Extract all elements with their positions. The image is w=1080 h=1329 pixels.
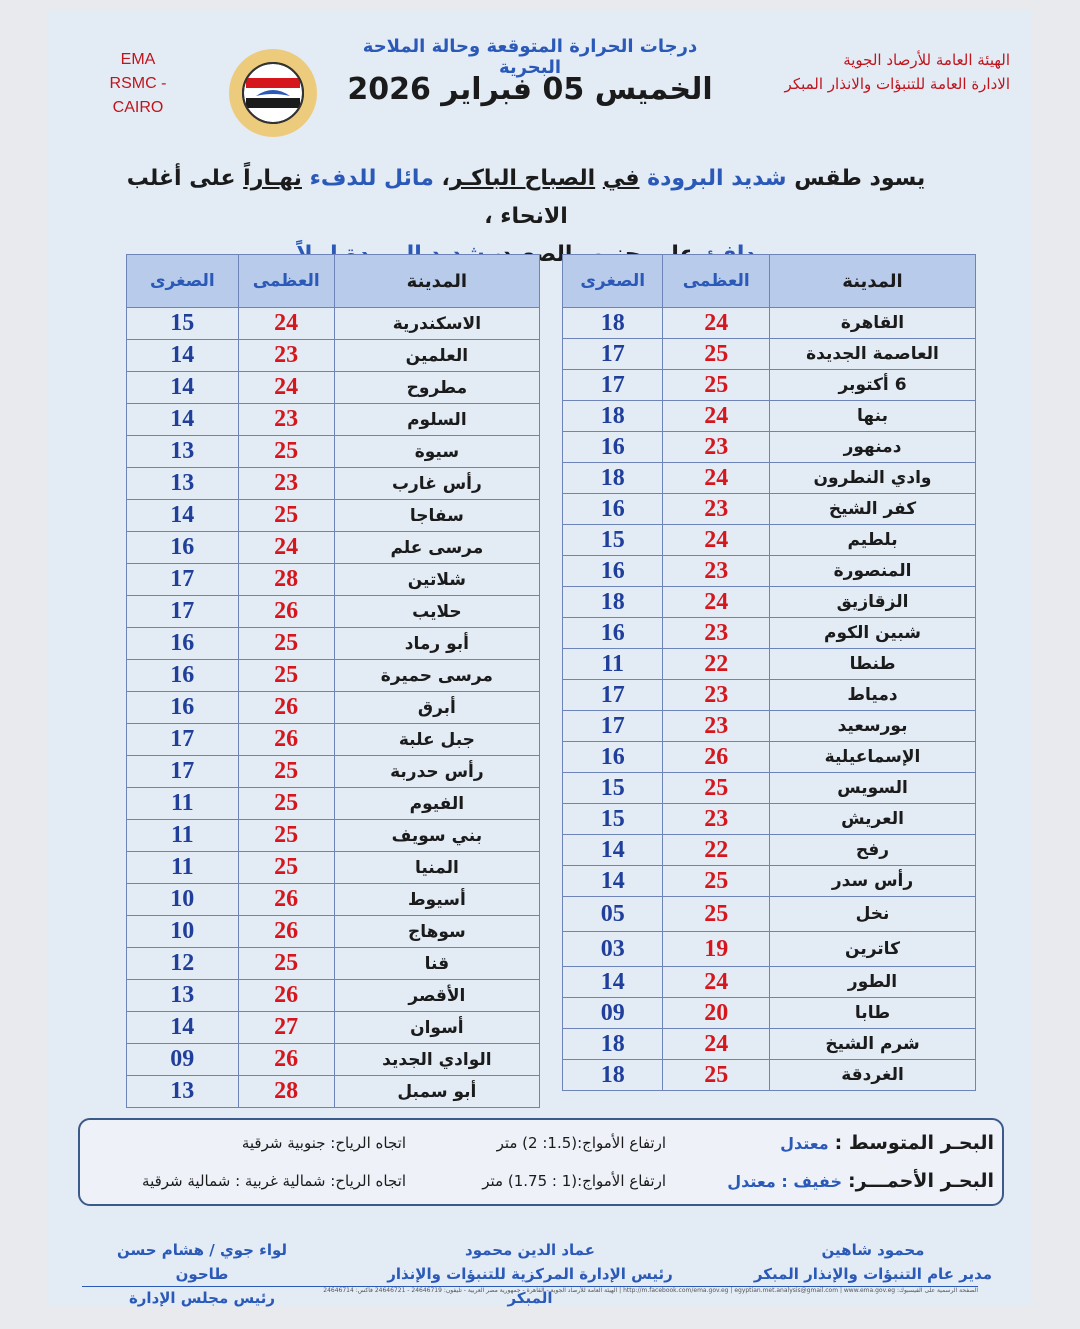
min-temp-cell: 13	[127, 468, 239, 500]
med-wind-direction: اتجاه الرياح: جنوبية شرقية	[241, 1134, 406, 1152]
signature-title: رئيس مجلس الإدارة	[128, 1289, 276, 1307]
signature-name: عماد الدين محمود	[465, 1241, 595, 1259]
min-temp-cell: 11	[127, 820, 239, 852]
max-temp-cell: 24	[663, 525, 770, 556]
city-cell: الإسماعيلية	[770, 742, 976, 773]
min-temp-cell: 16	[563, 742, 663, 773]
max-temp-cell: 26	[238, 596, 334, 628]
city-cell: مطروح	[334, 372, 539, 404]
rsmc-text: RSMC - CAIRO	[109, 75, 167, 116]
city-cell: مرسى حميرة	[334, 660, 539, 692]
min-temp-cell: 14	[563, 835, 663, 866]
city-cell: بلطيم	[770, 525, 976, 556]
min-temp-cell: 10	[127, 916, 239, 948]
max-temp-cell: 23	[663, 432, 770, 463]
min-temp-cell: 16	[127, 532, 239, 564]
col-city-header: المدينة	[770, 255, 976, 308]
table-row	[563, 556, 976, 587]
max-temp-cell: 27	[238, 1012, 334, 1044]
city-cell: دمياط	[770, 680, 976, 711]
city-cell: مرسى علم	[334, 532, 539, 564]
min-temp-cell: 03	[563, 932, 663, 967]
table-row	[563, 649, 976, 680]
table-row	[127, 756, 540, 788]
min-temp-cell: 13	[127, 980, 239, 1012]
min-temp-cell: 11	[127, 852, 239, 884]
city-cell: أبرق	[334, 692, 539, 724]
max-temp-cell: 25	[663, 866, 770, 897]
city-cell: جبل علبة	[334, 724, 539, 756]
max-temp-cell: 24	[238, 372, 334, 404]
max-temp-cell: 24	[663, 967, 770, 998]
min-temp-cell: 17	[563, 680, 663, 711]
table-row	[563, 866, 976, 897]
ema-label	[92, 48, 184, 120]
right-table-body	[563, 308, 976, 1091]
table-row	[563, 711, 976, 742]
city-cell: أبو رماد	[334, 628, 539, 660]
city-cell: الزقازيق	[770, 587, 976, 618]
max-temp-cell: 26	[238, 1044, 334, 1076]
city-cell: الاسكندرية	[334, 308, 539, 340]
min-temp-cell: 12	[127, 948, 239, 980]
min-temp-cell: 17	[563, 370, 663, 401]
max-temp-cell: 24	[663, 587, 770, 618]
table-row	[563, 618, 976, 649]
table-row	[563, 998, 976, 1029]
city-cell: رأس سدر	[770, 866, 976, 897]
red-sea-row	[80, 1170, 1002, 1210]
city-cell: بني سويف	[334, 820, 539, 852]
table-row	[127, 788, 540, 820]
max-temp-cell: 23	[663, 494, 770, 525]
max-temp-cell: 28	[238, 1076, 334, 1108]
max-temp-cell: 23	[238, 340, 334, 372]
min-temp-cell: 14	[127, 340, 239, 372]
city-cell: طنطا	[770, 649, 976, 680]
table-row	[563, 1060, 976, 1091]
city-cell: العلمين	[334, 340, 539, 372]
max-temp-cell: 26	[238, 884, 334, 916]
max-temp-cell: 23	[663, 804, 770, 835]
med-sea-state: معتدل	[780, 1134, 829, 1153]
min-temp-cell: 16	[563, 556, 663, 587]
table-row	[563, 835, 976, 866]
min-temp-cell: 14	[127, 1012, 239, 1044]
table-row	[127, 916, 540, 948]
department-name: الادارة العامة للتنبؤات والانذار المبكر	[784, 75, 1010, 93]
min-temp-cell: 15	[563, 804, 663, 835]
table-row	[127, 340, 540, 372]
table-row	[563, 967, 976, 998]
min-temp-cell: 14	[127, 404, 239, 436]
table-row	[127, 628, 540, 660]
table-row	[563, 932, 976, 967]
city-cell: نخل	[770, 897, 976, 932]
city-cell: حلايب	[334, 596, 539, 628]
table-row	[563, 525, 976, 556]
min-temp-cell: 15	[563, 773, 663, 804]
footer-contact: الصفحة الرسمية على الفيسبوك: http://m.facebook.com/ema.gov.eg | egyptian.met.analysis@gmail.com | www.ema.gov.eg | الهيئة العامة للأرصاد الجوية - القاهرة - جمهورية مصر العربية - تليفون: 24646719 - 24646721 فاكس: 24646714	[82, 1286, 978, 1294]
min-temp-cell: 17	[127, 564, 239, 596]
city-cell: السويس	[770, 773, 976, 804]
min-temp-cell: 16	[127, 660, 239, 692]
col-max-header: العظمى	[238, 255, 334, 308]
city-cell: العريش	[770, 804, 976, 835]
left-temperature-table	[126, 254, 540, 1108]
max-temp-cell: 23	[238, 404, 334, 436]
max-temp-cell: 24	[663, 1029, 770, 1060]
table-row	[127, 692, 540, 724]
red-sea-state: خفيف : معتدل	[727, 1172, 842, 1191]
col-min-header: الصغرى	[127, 255, 239, 308]
city-cell: الطور	[770, 967, 976, 998]
min-temp-cell: 18	[563, 401, 663, 432]
ema-logo-icon	[228, 48, 318, 138]
table-row	[127, 404, 540, 436]
min-temp-cell: 05	[563, 897, 663, 932]
min-temp-cell: 17	[563, 339, 663, 370]
summary-text: ،	[441, 166, 450, 191]
max-temp-cell: 26	[238, 980, 334, 1012]
city-cell: السلوم	[334, 404, 539, 436]
min-temp-cell: 13	[127, 1076, 239, 1108]
city-cell: المنصورة	[770, 556, 976, 587]
authority-header	[760, 48, 1010, 96]
min-temp-cell: 16	[127, 628, 239, 660]
table-row	[127, 436, 540, 468]
max-temp-cell: 26	[238, 916, 334, 948]
table-row	[127, 532, 540, 564]
min-temp-cell: 14	[563, 866, 663, 897]
red-wind-direction: اتجاه الرياح: شمالية غربية : شمالية شرقية	[142, 1172, 406, 1190]
min-temp-cell: 18	[563, 308, 663, 339]
summary-text: على أغلب الانحاء ،	[126, 166, 568, 229]
min-temp-cell: 11	[563, 649, 663, 680]
table-row	[127, 948, 540, 980]
min-temp-cell: 09	[563, 998, 663, 1029]
summary-text: في	[602, 166, 640, 191]
max-temp-cell: 26	[663, 742, 770, 773]
max-temp-cell: 25	[238, 628, 334, 660]
city-cell: كاترين	[770, 932, 976, 967]
table-row	[127, 1012, 540, 1044]
col-city-header: المدينة	[334, 255, 539, 308]
city-cell: سيوة	[334, 436, 539, 468]
table-row	[563, 742, 976, 773]
summary-underline: نهـاراً	[243, 166, 302, 191]
table-row	[127, 596, 540, 628]
city-cell: الفيوم	[334, 788, 539, 820]
max-temp-cell: 23	[663, 680, 770, 711]
bulletin-date: الخميس 05 فبراير 2026	[347, 72, 713, 107]
table-row	[127, 820, 540, 852]
city-cell: بنها	[770, 401, 976, 432]
table-row	[127, 468, 540, 500]
table-row	[563, 494, 976, 525]
min-temp-cell: 17	[563, 711, 663, 742]
col-max-header: العظمى	[663, 255, 770, 308]
min-temp-cell: 14	[127, 372, 239, 404]
city-cell: رأس حدربة	[334, 756, 539, 788]
min-temp-cell: 16	[563, 618, 663, 649]
table-row	[127, 1076, 540, 1108]
min-temp-cell: 18	[563, 587, 663, 618]
min-temp-cell: 09	[127, 1044, 239, 1076]
signature-title: رئيس الإدارة المركزية للتنبؤات والإنذار المبكر	[387, 1265, 673, 1307]
max-temp-cell: 26	[238, 724, 334, 756]
max-temp-cell: 25	[663, 773, 770, 804]
table-row	[563, 773, 976, 804]
min-temp-cell: 10	[127, 884, 239, 916]
bulletin-title: درجات الحرارة المتوقعة وحالة الملاحة البحرية	[362, 36, 698, 78]
min-temp-cell: 18	[563, 463, 663, 494]
city-cell: القاهرة	[770, 308, 976, 339]
mediterranean-row	[80, 1132, 1002, 1172]
city-cell: العاصمة الجديدة	[770, 339, 976, 370]
city-cell: دمنهور	[770, 432, 976, 463]
max-temp-cell: 25	[238, 500, 334, 532]
min-temp-cell: 17	[127, 756, 239, 788]
city-cell: أسوان	[334, 1012, 539, 1044]
max-temp-cell: 24	[663, 401, 770, 432]
table-row	[127, 660, 540, 692]
left-table-body	[127, 308, 540, 1108]
table-row	[563, 680, 976, 711]
city-cell: الأقصر	[334, 980, 539, 1012]
summary-highlight: مائل للدفء	[309, 166, 434, 191]
city-cell: شلاتين	[334, 564, 539, 596]
red-sea-label: البحـر الأحمـــر:	[847, 1170, 994, 1192]
min-temp-cell: 18	[563, 1060, 663, 1091]
city-cell: المنيا	[334, 852, 539, 884]
med-wave-height: ارتفاع الأمواج:(1.5: 2) متر	[496, 1134, 666, 1152]
min-temp-cell: 17	[127, 596, 239, 628]
city-cell: وادي النطرون	[770, 463, 976, 494]
city-cell: أسيوط	[334, 884, 539, 916]
right-temperature-table	[562, 254, 976, 1091]
table-row	[127, 980, 540, 1012]
signature-name: لواء جوي / هشام حسن طاحون	[116, 1241, 288, 1283]
signature-central-director	[370, 1238, 690, 1310]
table-row	[563, 308, 976, 339]
max-temp-cell: 28	[238, 564, 334, 596]
city-cell: رأس غارب	[334, 468, 539, 500]
max-temp-cell: 24	[663, 308, 770, 339]
city-cell: شبين الكوم	[770, 618, 976, 649]
signature-forecast-director	[748, 1238, 998, 1286]
max-temp-cell: 25	[238, 852, 334, 884]
table-row	[563, 804, 976, 835]
min-temp-cell: 18	[563, 1029, 663, 1060]
city-cell: الوادي الجديد	[334, 1044, 539, 1076]
ema-text: EMA	[120, 51, 156, 68]
max-temp-cell: 23	[238, 468, 334, 500]
max-temp-cell: 25	[238, 820, 334, 852]
table-row	[127, 308, 540, 340]
min-temp-cell: 17	[127, 724, 239, 756]
table-row	[127, 852, 540, 884]
red-sea-name	[727, 1170, 994, 1192]
table-row	[563, 401, 976, 432]
max-temp-cell: 24	[238, 532, 334, 564]
min-temp-cell: 11	[127, 788, 239, 820]
table-row	[127, 1044, 540, 1076]
min-temp-cell: 15	[127, 308, 239, 340]
city-cell: كفر الشيخ	[770, 494, 976, 525]
max-temp-cell: 22	[663, 649, 770, 680]
table-row	[563, 339, 976, 370]
max-temp-cell: 23	[663, 618, 770, 649]
city-cell: الغردقة	[770, 1060, 976, 1091]
max-temp-cell: 26	[238, 692, 334, 724]
table-row	[127, 884, 540, 916]
city-cell: أبو سمبل	[334, 1076, 539, 1108]
min-temp-cell: 13	[127, 436, 239, 468]
min-temp-cell: 14	[563, 967, 663, 998]
city-cell: سفاجا	[334, 500, 539, 532]
max-temp-cell: 25	[238, 436, 334, 468]
table-row	[127, 724, 540, 756]
summary-highlight: شديد البرودة	[647, 166, 787, 191]
table-row	[563, 897, 976, 932]
max-temp-cell: 19	[663, 932, 770, 967]
city-cell: سوهاج	[334, 916, 539, 948]
table-row	[127, 564, 540, 596]
max-temp-cell: 25	[238, 756, 334, 788]
table-row	[563, 463, 976, 494]
min-temp-cell: 16	[563, 494, 663, 525]
city-cell: طابا	[770, 998, 976, 1029]
max-temp-cell: 25	[663, 1060, 770, 1091]
table-row	[563, 370, 976, 401]
authority-name: الهيئة العامة للأرصاد الجوية	[843, 51, 1010, 69]
max-temp-cell: 24	[663, 463, 770, 494]
min-temp-cell: 16	[127, 692, 239, 724]
max-temp-cell: 23	[663, 711, 770, 742]
table-row	[127, 372, 540, 404]
max-temp-cell: 25	[238, 788, 334, 820]
table-row	[563, 432, 976, 463]
max-temp-cell: 23	[663, 556, 770, 587]
max-temp-cell: 20	[663, 998, 770, 1029]
signature-board-chairman	[92, 1238, 312, 1310]
min-temp-cell: 14	[127, 500, 239, 532]
sea-conditions-box	[78, 1118, 1004, 1206]
table-row	[127, 500, 540, 532]
table-row	[563, 587, 976, 618]
min-temp-cell: 16	[563, 432, 663, 463]
signature-title: مدير عام التنبؤات والإنذار المبكر	[753, 1265, 993, 1283]
max-temp-cell: 24	[238, 308, 334, 340]
city-cell: رفح	[770, 835, 976, 866]
max-temp-cell: 25	[663, 897, 770, 932]
min-temp-cell: 15	[563, 525, 663, 556]
med-sea-name	[780, 1132, 994, 1154]
city-cell: قنا	[334, 948, 539, 980]
signature-name: محمود شاهين	[821, 1241, 925, 1259]
med-sea-label: البحـر المتوسط :	[834, 1132, 994, 1154]
red-wave-height: ارتفاع الأمواج:(1 : 1.75) متر	[482, 1172, 666, 1190]
summary-text: يسود طقس	[794, 166, 926, 191]
max-temp-cell: 25	[663, 339, 770, 370]
max-temp-cell: 25	[663, 370, 770, 401]
city-cell: بورسعيد	[770, 711, 976, 742]
max-temp-cell: 25	[238, 660, 334, 692]
city-cell: شرم الشيخ	[770, 1029, 976, 1060]
col-min-header: الصغرى	[563, 255, 663, 308]
city-cell: 6 أكتوبر	[770, 370, 976, 401]
summary-underline: الصباح الباكـر	[449, 166, 596, 191]
max-temp-cell: 25	[238, 948, 334, 980]
table-row	[563, 1029, 976, 1060]
max-temp-cell: 22	[663, 835, 770, 866]
